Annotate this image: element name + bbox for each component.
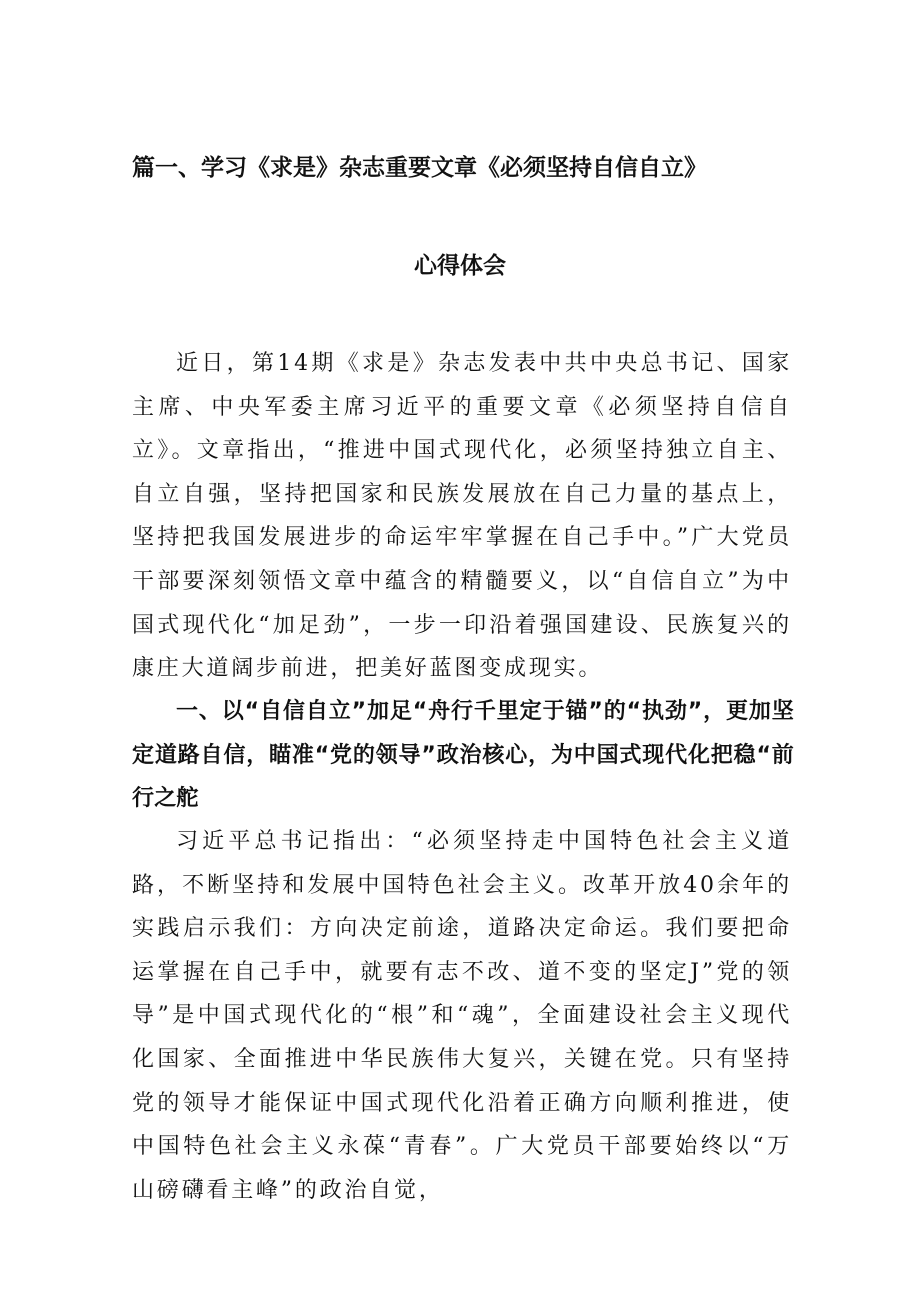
- paragraph-intro: 近日，第14期《求是》杂志发表中共中央总书记、国家主席、中央军委主席习近平的重要文章《必须坚持自信自立》。文章指出，“推进中国式现代化，必须坚持独立自主、自立自强，坚持把国家和民族发展放在自己力量的基点上，坚持把我国发展进步的命运牢牢掌握在自己手中。”广大党员干部要深刻领悟文章中蕴含的精髓要义，以“自信自立”为中国式现代化“加足劲”，一步一印沿着强国建设、民族复兴的康庄大道阔步前进，把美好蓝图变成现实。: [132, 351, 792, 682]
- paragraph-section-1: 习近平总书记指出：“必须坚持走中国特色社会主义道路，不断坚持和发展中国特色社会主义。改革开放40余年的实践启示我们：方向决定前途，道路决定命运。我们要把命运掌握在自己手中，就要有志不改、道不变的坚定J”党的领导”是中国式现代化的“根”和“魂”，全面建设社会主义现代化国家、全面推进中华民族伟大复兴，关键在党。只有坚持党的领导才能保证中国式现代化沿着正确方向顺利推进，使中国特色社会主义永葆“青春”。广大党员干部要始终以“万山磅礴看主峰”的政治自觉，: [132, 829, 792, 1203]
- section-heading-1: 一、以“自信自立”加足“舟行千里定于锚”的“执劲”，更加坚定道路自信，瞄准“党的领导”政治核心，为中国式现代化把稳“前行之舵: [132, 699, 794, 812]
- document-subtitle: 心得体会: [414, 253, 506, 279]
- document-title: 篇一、学习《求是》杂志重要文章《必须坚持自信自立》: [132, 155, 707, 181]
